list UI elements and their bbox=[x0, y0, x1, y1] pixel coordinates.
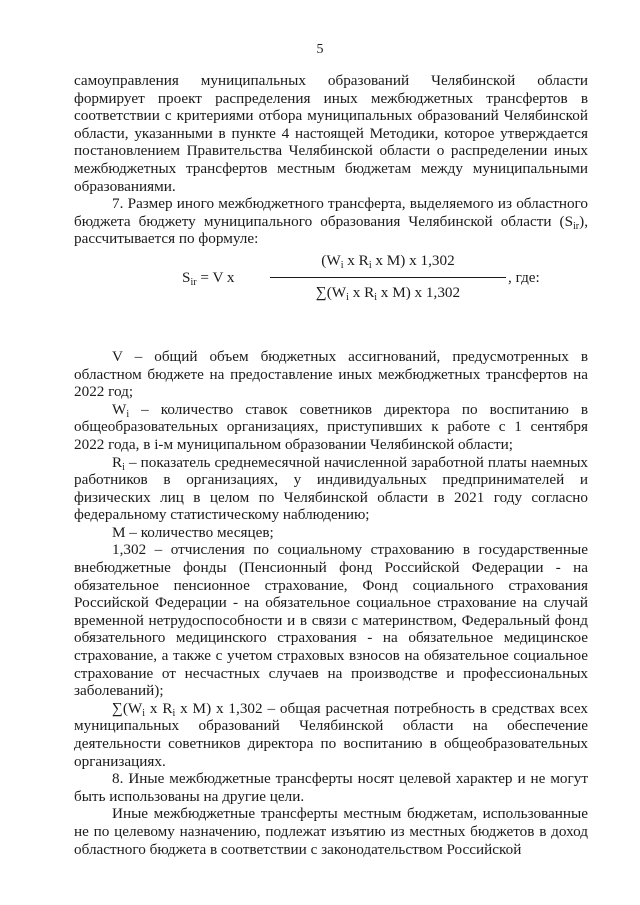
page-number: 5 bbox=[316, 42, 324, 57]
paragraph-item-7 bbox=[74, 195, 588, 248]
fraction-bar bbox=[270, 277, 506, 278]
spacer bbox=[74, 308, 588, 348]
definition-sum: $\sum(W_i$ x $R_i$ x M) x 1,302 – общая расчетная потребность в средствах всех муниципальных образований Челябинской области на обеспечение деятельности советников директора по воспитанию в общеобразовательных организациях. bbox=[74, 699, 588, 770]
definition-r: $R_i$ – показатель среднемесячной начисленной заработной платы наемных работников в организациях, у индивидуальных предпринимателей и физических лиц в целом по Челябинской области в 2021 году согласно федеральному статистическому наблюдению; bbox=[74, 453, 588, 524]
item7-text: 7. Размер иного межбюджетного трансферта, выделяемого из областного бюджета бюджету муниципального образования Челябинской области (S bbox=[74, 195, 588, 230]
definition-m: M – количество месяцев; bbox=[112, 523, 274, 541]
formula bbox=[74, 252, 588, 308]
formula-lhs-sub: ir bbox=[190, 276, 197, 288]
definition-coefficient: 1,302 – отчисления по социальному страхованию в государственные внебюджетные фонды (Пенсионный фонд Российской Федерации - на обязательное пенсионное страхование, Фонд социального страхования Российской Федерации - на обязательное социальное страхование на случай временной нетрудоспособности и в связи с материнством, Федеральный фонд обязательного медицинского страхования - на обязательное медицинское страхование, а также с учетом страховых взносов на обязательное социальное страхование от несчастных случаев на производстве и профессиональных заболеваний); bbox=[74, 541, 588, 700]
paragraph-misuse: Иные межбюджетные трансферты местным бюджетам, использованные не по целевому назначению, подлежат изъятию из местных бюджетов в доход областного бюджета в соответствии с законодательством Российской bbox=[74, 805, 588, 858]
formula-where: , где: bbox=[508, 268, 540, 286]
paragraph-intro: самоуправления муниципальных образований Челябинской области формирует проект распределения иных межбюджетных трансфертов в соответствии с критериями отбора муниципальных образований Челябинской области, указанными в пункте 4 настоящей Методики, которое утверждается постановлением Правительства Челябинской области о распределении иных межбюджетных трансфертов местным бюджетам между муниципальными образованиями. bbox=[74, 72, 588, 195]
paragraph-item-8: 8. Иные межбюджетные трансферты носят целевой характер и не могут быть использованы на другие цели. bbox=[74, 770, 588, 805]
formula-fraction bbox=[270, 252, 506, 301]
formula-lhs-rest: = V x bbox=[196, 268, 235, 286]
definition-v: V – общий объем бюджетных ассигнований, предусмотренных в областном бюджете на предоставление иных межбюджетных трансфертов на 2022 год; bbox=[74, 347, 588, 401]
definition-w: $W_i$ – количество ставок советников директора по воспитанию в общеобразовательных организациях, приступивших к работе с 1 сентября 2022 года, в i-м муниципальном образовании Челябинской области; bbox=[74, 400, 588, 453]
item7-tail: ), рассчитывается по формуле: bbox=[74, 212, 588, 248]
formula-lhs-symbol: S bbox=[182, 268, 191, 286]
document-body bbox=[74, 72, 588, 858]
item7-sub: ir bbox=[573, 220, 580, 232]
formula-denominator: $\sum(W_i$ x $R_i$ x M) x 1,302 bbox=[315, 283, 461, 303]
formula-lhs bbox=[182, 269, 235, 287]
formula-numerator: ($W_i$ x $R_i$ x M) x 1,302 bbox=[321, 251, 455, 271]
